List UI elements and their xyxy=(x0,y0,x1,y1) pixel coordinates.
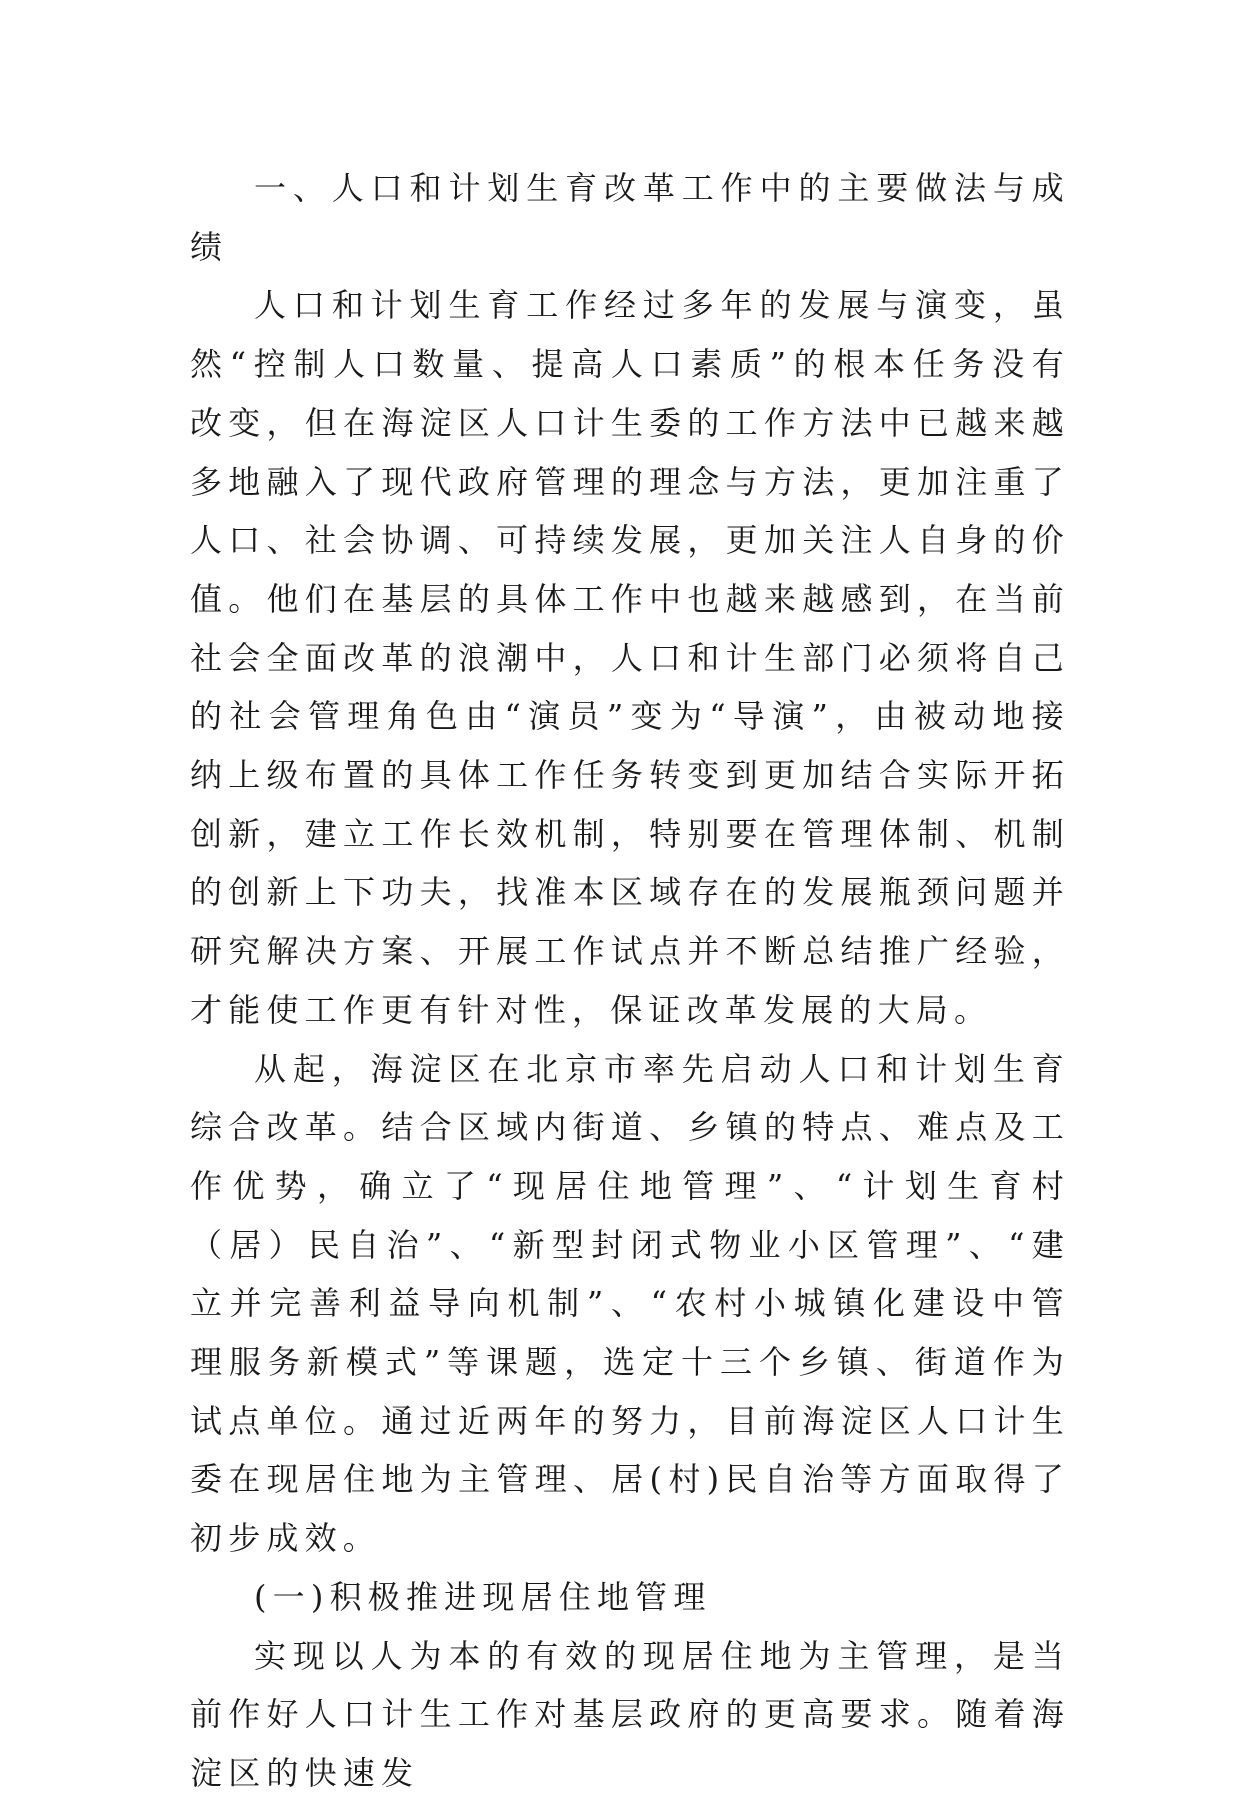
section-heading: 一、人口和计划生育改革工作中的主要做法与成绩 xyxy=(190,169,1070,266)
paragraph: 人口和计划生育工作经过多年的发展与演变，虽然“控制人口数量、提高人口素质”的根本任务没有改变，但在海淀区人口计生委的工作方法中已越来越多地融入了现代政府管理的理念与方法，更加注重了人口、社会协调、可持续发展，更加关注人自身的价值。他们在基层的具体工作中也越来越感到，在当前社会全面改革的浪潮中，人口和计生部门必须将自己的社会管理角色由“演员”变为“导演”，由被动地接纳上级布置的具体工作任务转变到更加结合实际开拓创新，建立工作长效机制，特别要在管理体制、机制的创新上下功夫，找准本区域存在的发展瓶颈问题并研究解决方案、开展工作试点并不断总结推广经验，才能使工作更有针对性，保证改革发展的大局。 xyxy=(190,286,1070,1029)
paragraph: 实现以人为本的有效的现居住地为主管理，是当前作好人口计生工作对基层政府的更高要求。随着海淀区的快速发 xyxy=(190,1636,1070,1792)
paragraph: 从起，海淀区在北京市率先启动人口和计划生育综合改革。结合区域内街道、乡镇的特点、难点及工作优势，确立了“现居住地管理”、“计划生育村（居）民自治”、“新型封闭式物业小区管理”、“建立并完善利益导向机制”、“农村小城镇化建设中管理服务新模式”等课题，选定十三个乡镇、街道作为试点单位。通过近两年的努力，目前海淀区人口计生委在现居住地为主管理、居(村)民自治等方面取得了初步成效。 xyxy=(190,1049,1070,1558)
document-body xyxy=(190,159,1070,1803)
subsection-heading: (一)积极推进现居住地管理 xyxy=(254,1577,712,1616)
